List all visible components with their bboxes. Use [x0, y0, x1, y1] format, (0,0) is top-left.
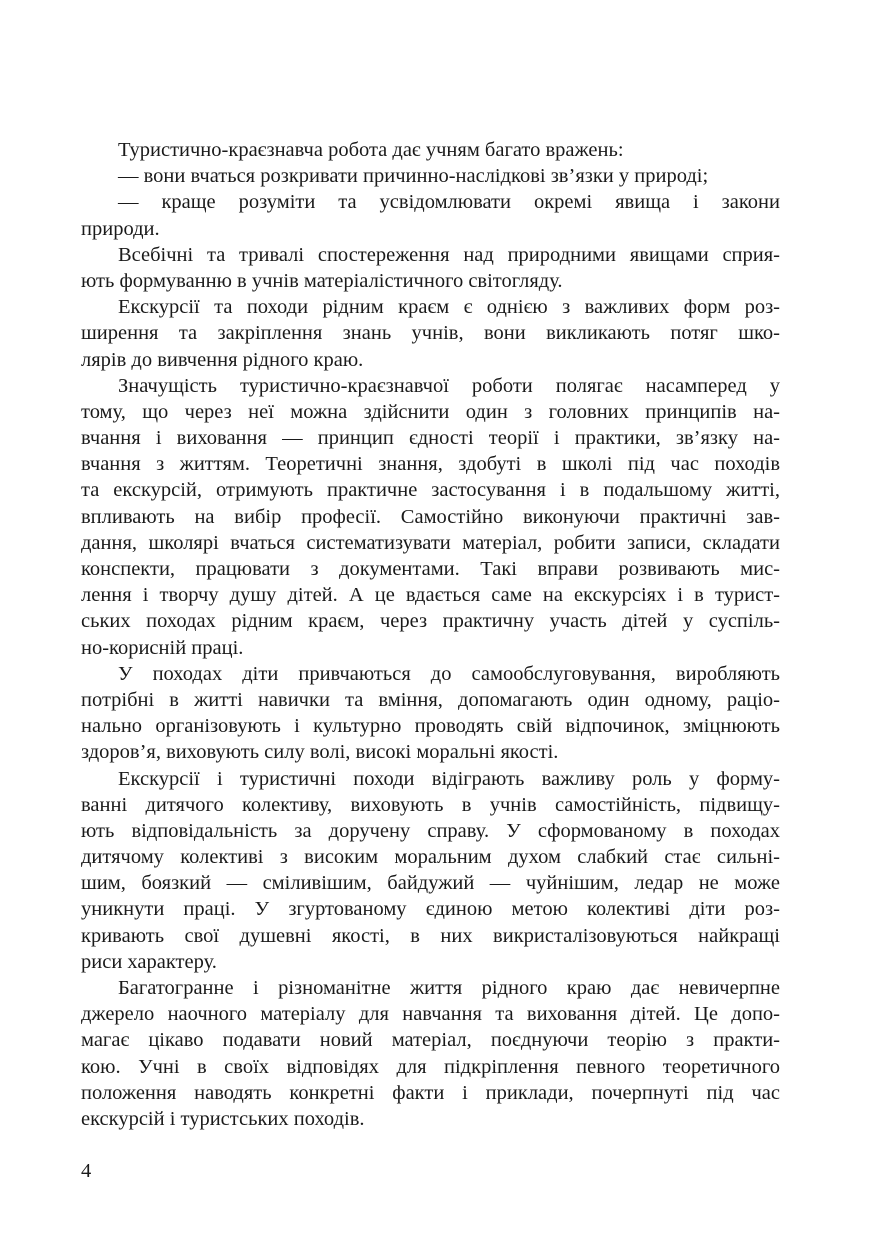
text-line: магає цікаво подавати новий матеріал, поєднуючи теорію з практи- [81, 1029, 780, 1052]
text-line: уникнути праці. У згуртованому єдиною метою колективі діти роз- [81, 898, 780, 921]
text-line: Багатогранне і різноманітне життя рідного краю дає невичерпне [118, 977, 780, 999]
text-line: шим, боязкий — сміливішим, байдужий — чуйнішим, ледар не може [81, 872, 780, 895]
text-line: кривають свої душевні якості, в них викристалізовуються найкращі [81, 924, 780, 947]
text-line: Туристично-краєзнавча робота дає учням багато вражень: [118, 139, 624, 161]
text-line: вчання і виховання — принцип єдності теорії і практики, зв’язку на- [81, 427, 780, 450]
text-line: Всебічні та тривалі спостереження над природними явищами сприя- [118, 243, 780, 266]
text-line: природи. [81, 217, 160, 240]
text-line: тому, що через неї можна здійснити один з головних принципів на- [81, 400, 780, 423]
text-line: лярів до вивчення рідного краю. [81, 348, 364, 371]
text-line: ють відповідальність за доручену справу. У сформованому в походах [81, 819, 780, 842]
page-body [81, 137, 780, 1132]
text-line: — вони вчаться розкривати причинно-наслідкові зв’язки у природі; [118, 165, 709, 188]
text-line: здоров’я, виховують силу волі, високі моральні якості. [81, 741, 559, 764]
text-line: но-корисній праці. [81, 636, 244, 659]
text-line: та екскурсій, отримують практичне застосування і в подальшому житті, [81, 479, 780, 502]
text-line: джерело наочного матеріалу для навчання та виховання дітей. Це допо- [81, 1003, 780, 1026]
text-line: ських походах рідним краєм, через практичну участь дітей у суспіль- [81, 610, 780, 633]
text-line: ширення та закріплення знань учнів, вони викликають потяг шко- [81, 322, 780, 345]
text-line: — краще розуміти та усвідомлювати окремі явища і закони [118, 191, 780, 214]
text-line: Екскурсії та походи рідним краєм є однією з важливих форм роз- [118, 296, 780, 319]
text-line: ванні дитячого колективу, виховують в учнів самостійність, підвищу- [81, 793, 780, 816]
text-line: потрібні в житті навички та вміння, допомагають один одному, раціо- [81, 688, 780, 711]
text-line: лення і творчу душу дітей. А це вдається саме на екскурсіях і в турист- [81, 584, 780, 607]
text-line: екскурсій і туристських походів. [81, 1107, 365, 1130]
text-line: ють формуванню в учнів матеріалістичного світогляду. [81, 269, 563, 292]
text-line: положення наводять конкретні факти і приклади, почерпнуті під час [81, 1081, 780, 1104]
text-line: дитячому колективі з високим моральним духом слабкий стає сильні- [81, 846, 780, 869]
page-number: 4 [81, 1160, 92, 1182]
text-line: вчання з життям. Теоретичні знання, здобуті в школі під час походів [81, 453, 780, 476]
text-line: впливають на вибір професії. Самостійно виконуючи практичні зав- [81, 505, 780, 528]
text-line: Екскурсії і туристичні походи відіграють важливу роль у форму- [118, 767, 780, 790]
text-line: У походах діти привчаються до самообслуговування, виробляють [118, 662, 780, 685]
text-line: дання, школярі вчаться систематизувати матеріал, робити записи, складати [81, 531, 780, 554]
text-line: конспекти, працювати з документами. Такі вправи розвивають мис- [81, 558, 780, 580]
text-line: Значущість туристично-краєзнавчої роботи полягає насамперед у [118, 374, 780, 397]
text-line: нально організовують і культурно проводять свій відпочинок, зміцнюють [81, 715, 780, 738]
text-line: кою. Учні в своїх відповідях для підкріплення певного теоретичного [81, 1055, 780, 1078]
text-line: риси характеру. [81, 950, 217, 973]
